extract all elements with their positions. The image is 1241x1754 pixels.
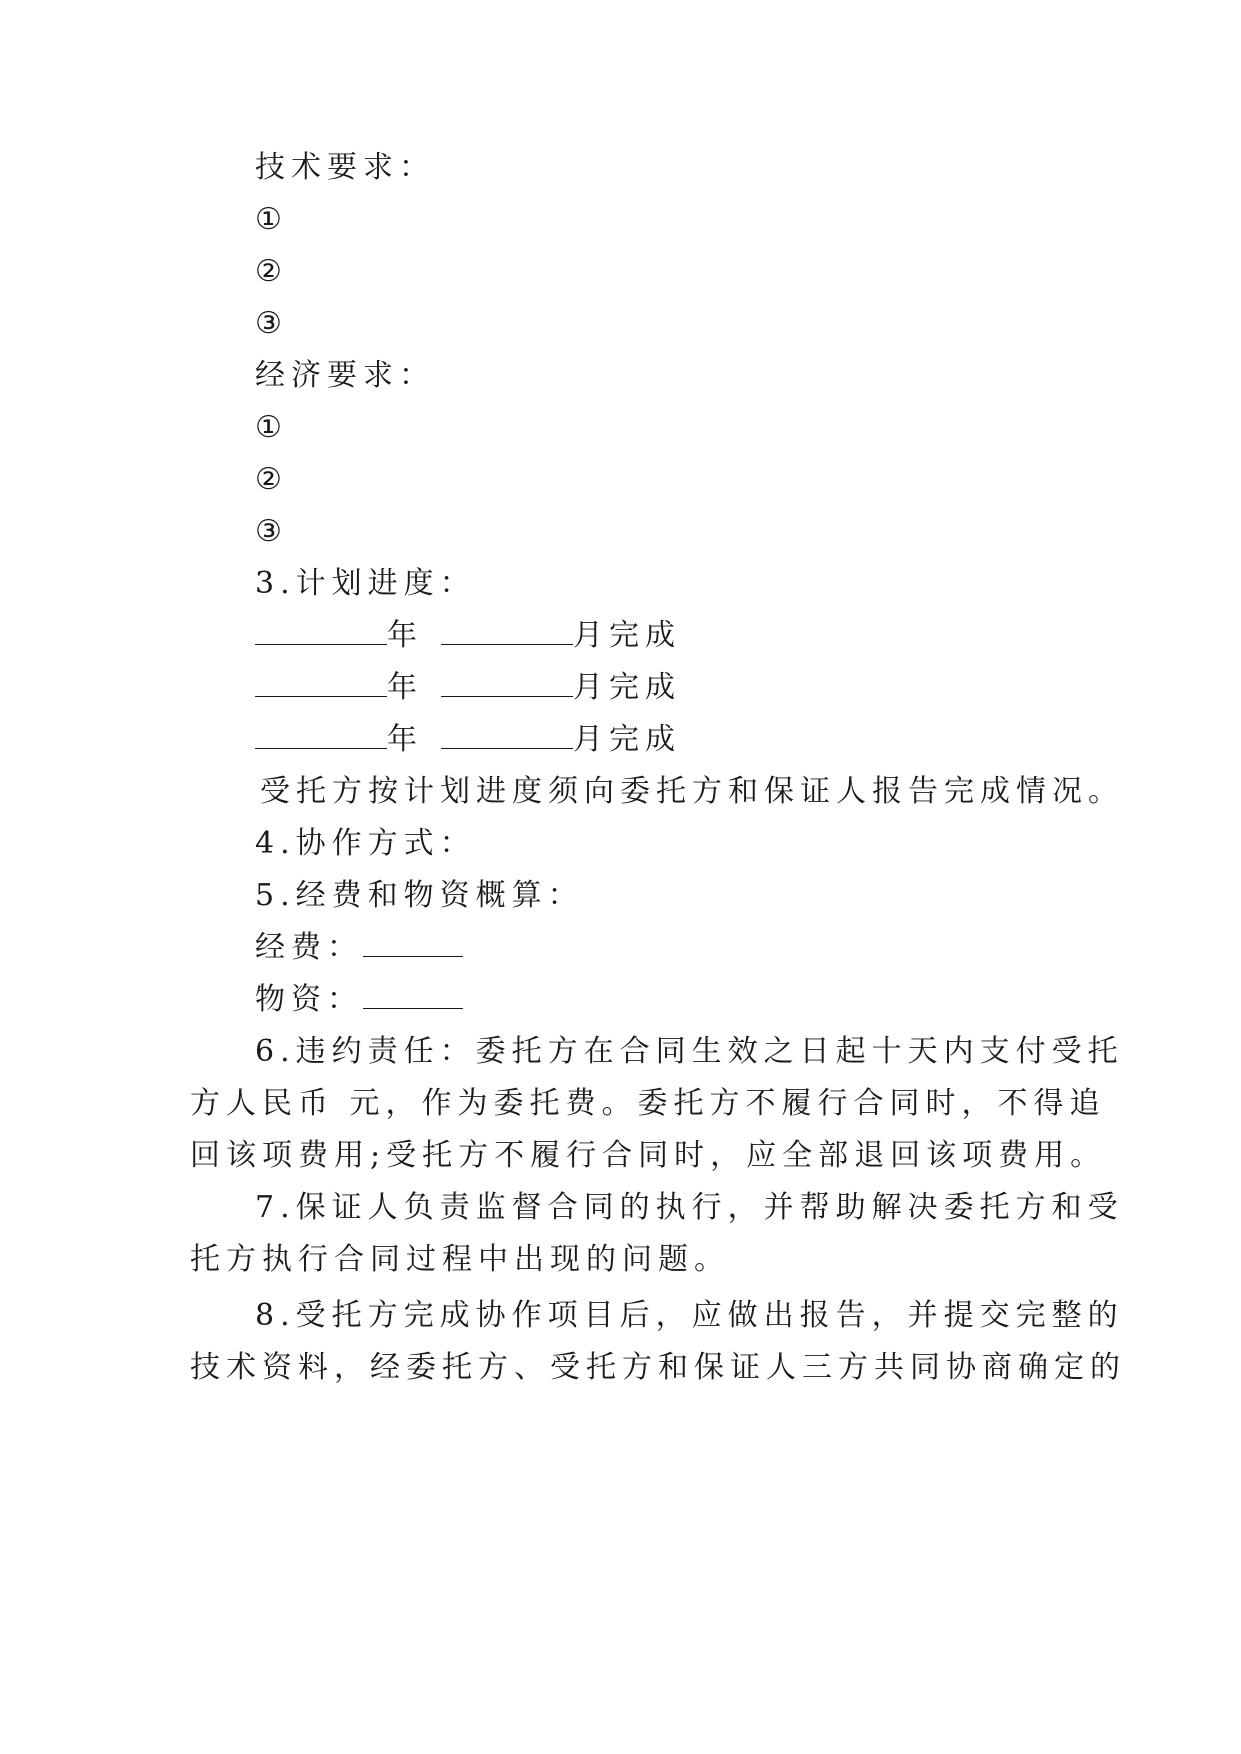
year-label: 年	[387, 670, 423, 705]
funds-label: 经费：	[255, 930, 363, 965]
year-blank	[255, 724, 387, 749]
cooperation-heading: 4.协作方式：	[255, 826, 476, 861]
budget-heading: 5.经费和物资概算：	[255, 878, 584, 913]
clause-6-line-1: 6.违约责任：委托方在合同生效之日起十天内支付受托	[255, 1034, 1124, 1069]
month-label: 月完成	[573, 618, 681, 653]
schedule-heading: 3.计划进度：	[255, 566, 476, 601]
econ-item-2: ②	[255, 462, 288, 497]
materials-blank	[363, 984, 463, 1009]
month-label: 月完成	[573, 670, 681, 705]
econ-requirements-heading: 经济要求：	[255, 358, 435, 393]
year-blank	[255, 672, 387, 697]
clause-7-line-1: 7.保证人负责监督合同的执行，并帮助解决委托方和受	[255, 1190, 1124, 1225]
materials-line	[255, 980, 463, 1020]
clause-6-line-2: 方人民币 元，作为委托费。委托方不履行合同时，不得追	[190, 1086, 1106, 1121]
year-blank	[255, 620, 387, 645]
schedule-row	[255, 720, 681, 760]
clause-6-line-3: 回该项费用;受托方不履行合同时，应全部退回该项费用。	[190, 1138, 1107, 1173]
funds-blank	[363, 932, 463, 957]
month-label: 月完成	[573, 722, 681, 757]
clause-7-line-2: 托方执行合同过程中出现的问题。	[190, 1242, 730, 1277]
funds-line	[255, 928, 463, 968]
month-blank	[441, 620, 573, 645]
report-paragraph: 受托方按计划进度须向委托方和保证人报告完成情况。	[260, 774, 1124, 809]
econ-item-3: ③	[255, 514, 288, 549]
tech-item-3: ③	[255, 306, 288, 341]
materials-label: 物资：	[255, 982, 363, 1017]
tech-requirements-heading: 技术要求：	[255, 150, 435, 185]
schedule-row	[255, 616, 681, 656]
clause-8-line-1: 8.受托方完成协作项目后，应做出报告，并提交完整的	[255, 1298, 1124, 1333]
year-label: 年	[387, 618, 423, 653]
tech-item-1: ①	[255, 202, 288, 237]
year-label: 年	[387, 722, 423, 757]
month-blank	[441, 724, 573, 749]
econ-item-1: ①	[255, 410, 288, 445]
schedule-row	[255, 668, 681, 708]
tech-item-2: ②	[255, 254, 288, 289]
month-blank	[441, 672, 573, 697]
clause-8-line-2: 技术资料，经委托方、受托方和保证人三方共同协商确定的	[190, 1350, 1126, 1385]
